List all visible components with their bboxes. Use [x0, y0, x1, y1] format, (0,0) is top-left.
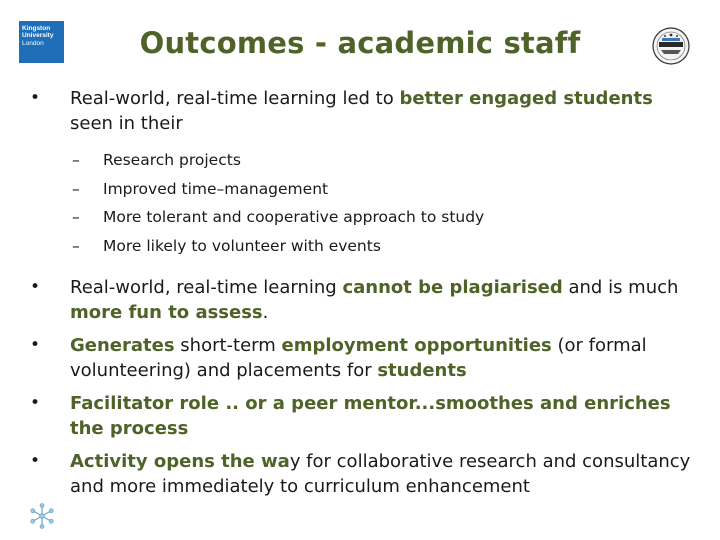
bullet-marker: •: [30, 88, 41, 108]
bullet-item: [30, 449, 700, 499]
sub-item: [30, 232, 700, 261]
text-run: Real-world, real-time learning led to: [70, 88, 400, 109]
text-run: short-term: [174, 334, 282, 356]
sub-item-text: More tolerant and cooperative approach to study: [103, 208, 485, 227]
sub-item-text: Research projects: [103, 151, 241, 169]
snowflake-icon: [29, 503, 55, 529]
highlighted-phrase: better engaged students: [399, 88, 653, 109]
sub-item: [30, 146, 700, 175]
slide-title: Outcomes - academic staff: [139, 26, 581, 60]
highlighted-phrase: more fun to assess: [70, 301, 263, 323]
highlighted-phrase: cannot be plagiarised: [342, 276, 563, 298]
bullet-text: [70, 393, 671, 439]
sub-item-text: More likely to volunteer with events: [103, 237, 381, 256]
dash-marker: –: [72, 237, 80, 256]
text-run: Real-world, real-time learning: [70, 276, 343, 298]
bullet-text: [70, 88, 653, 134]
circular-badge-icon: [651, 26, 691, 66]
text-run: .: [262, 301, 269, 323]
sub-list: [30, 146, 700, 261]
bullet-marker: •: [30, 450, 41, 471]
bullet-marker: •: [30, 392, 41, 413]
text-run: (or formal volunteering) and placements for: [70, 334, 647, 381]
dash-marker: –: [72, 179, 80, 198]
text-run: and is much: [562, 276, 679, 298]
dash-marker: –: [72, 151, 80, 169]
bullet-list: [30, 86, 700, 507]
logo-line-2: University: [22, 32, 54, 40]
bullet-item: [30, 86, 700, 136]
sub-item-text: Improved time–management: [103, 179, 329, 198]
highlighted-phrase: Facilitator role .. or a peer mentor...smoothes and enriches the process: [70, 392, 671, 439]
bullet-marker: •: [30, 276, 41, 297]
bullet-item: [30, 275, 700, 325]
text-run: seen in their: [70, 113, 183, 134]
sub-item: [30, 175, 700, 204]
bullet-item: [30, 333, 700, 383]
highlighted-phrase: Generates: [70, 334, 175, 356]
bullet-marker: •: [30, 334, 41, 355]
logo-line-1: Kingston: [22, 25, 51, 32]
sub-item: [30, 203, 700, 232]
highlighted-phrase: Activity opens the wa: [70, 450, 290, 472]
highlighted-phrase: employment opportunities: [281, 334, 552, 356]
text-run: y for collaborative research and consultancy and more immediately to curriculum enhancement: [70, 450, 691, 497]
dash-marker: –: [72, 208, 80, 227]
bullet-text: [70, 277, 678, 323]
bullet-text: [70, 335, 647, 381]
highlighted-phrase: students: [377, 359, 467, 381]
bullet-text: [70, 451, 690, 497]
logo-line-3: London: [22, 39, 44, 47]
bullet-item: [30, 391, 700, 441]
